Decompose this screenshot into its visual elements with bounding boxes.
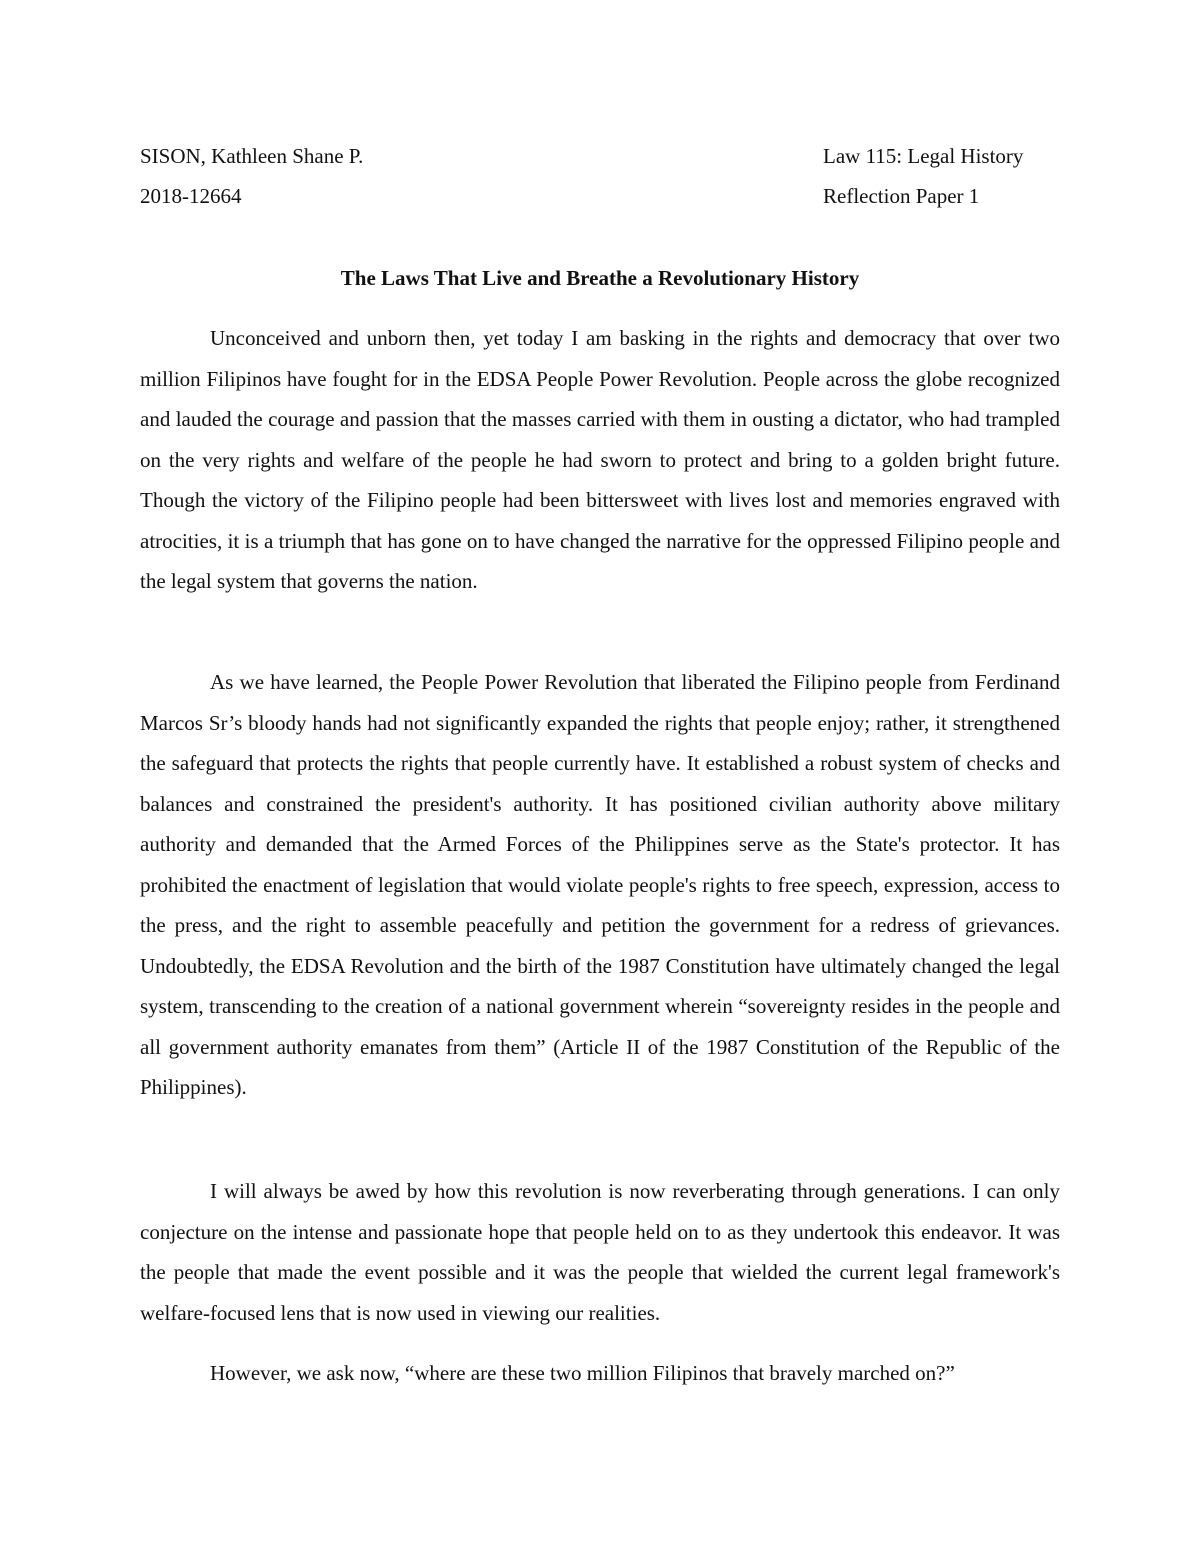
student-number: 2018-12664: [140, 184, 242, 208]
paragraph-2: As we have learned, the People Power Revolution that liberated the Filipino people from Ferdinand Marcos Sr’s bloody hands had not significantly expanded the rights that people enjoy; rather, it strengthened the safeguard that protects the rights that people currently have. It established a robust system of checks and balances and constrained the president's authority. It has positioned civilian authority above military authority and demanded that the Armed Forces of the Philippines serve as the State's protector. It has prohibited the enactment of legislation that would violate people's rights to free speech, expression, access to the press, and the right to assemble peacefully and petition the government for a redress of grievances. Undoubtedly, the EDSA Revolution and the birth of the 1987 Constitution have ultimately changed the legal system, transcending to the creation of a national government wherein “sovereignty resides in the people and all government authority emanates from them” (Article II of the 1987 Constitution of the Republic of the Philippines).: [140, 670, 1060, 1099]
paper-title: The Laws That Live and Breathe a Revolutionary History: [340, 266, 860, 290]
paragraph-4: However, we ask now, “where are these two million Filipinos that bravely marched on?”: [210, 1361, 955, 1385]
assignment-name: Reflection Paper 1: [823, 184, 980, 208]
paragraph-1: Unconceived and unborn then, yet today I am basking in the rights and democracy that over two million Filipinos have fought for in the EDSA People Power Revolution. People across the globe recognized and lauded the courage and passion that the masses carried with them in ousting a dictator, who had trampled on the very rights and welfare of the people he had sworn to protect and bring to a golden bright future. Though the victory of the Filipino people had been bittersweet with lives lost and memories engraved with atrocities, it is a triumph that has gone on to have changed the narrative for the oppressed Filipino people and the legal system that governs the nation.: [140, 326, 1060, 593]
paragraph-3: I will always be awed by how this revolution is now reverberating through generations. I can only conjecture on the intense and passionate hope that people held on to as they undertook this endeavor. It was the people that made the event possible and it was the people that wielded the current legal framework's welfare-focused lens that is now used in viewing our realities.: [140, 1179, 1060, 1325]
course-name: Law 115: Legal History: [823, 144, 1024, 168]
author-name: SISON, Kathleen Shane P.: [140, 144, 364, 168]
